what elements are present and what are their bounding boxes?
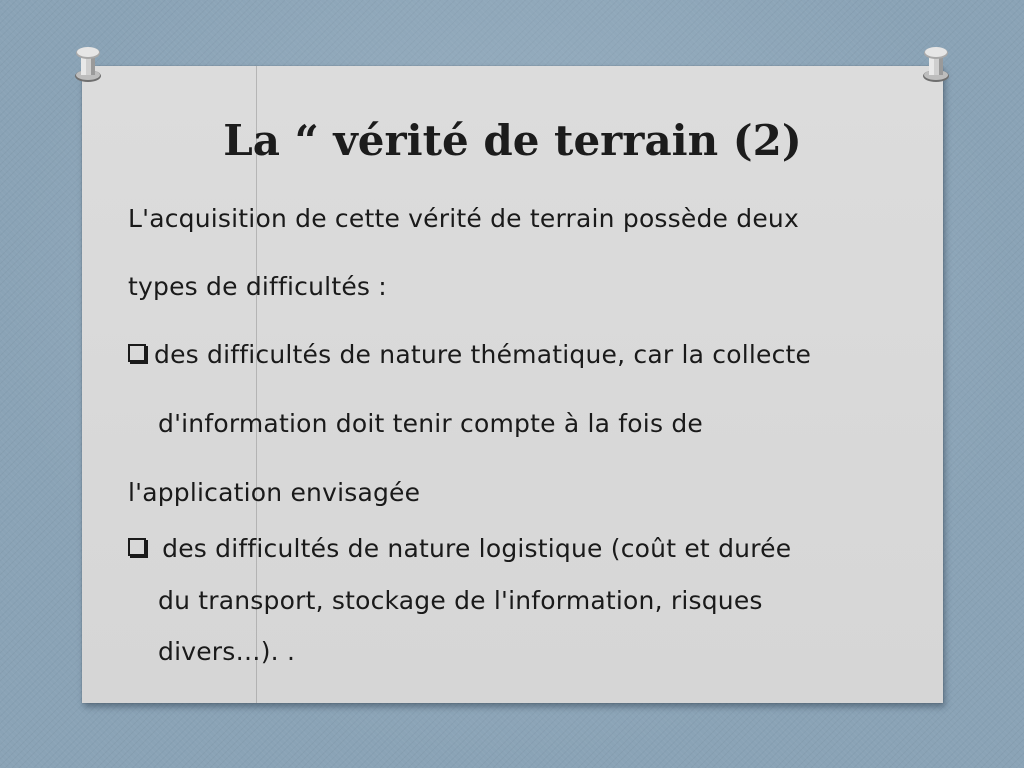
bullet-1-line-1 xyxy=(128,340,811,369)
bullet-1-continuation: l'application envisagée xyxy=(128,478,421,507)
bullet-2-line-1 xyxy=(128,534,791,563)
checkbox-bullet-icon xyxy=(128,538,146,556)
slide-title: La “ vérité de terrain (2) xyxy=(223,116,802,165)
paragraph-line-1: L'acquisition de cette vérité de terrain possède deux xyxy=(128,204,799,233)
pushpin-left-icon xyxy=(70,42,106,86)
bullet-1-line-2: d'information doit tenir compte à la fois de xyxy=(158,409,703,438)
bullet-1-text-1: des difficultés de nature thématique, car la collecte xyxy=(154,340,812,369)
bullet-2-text-1: des difficultés de nature logistique (coût et durée xyxy=(154,534,792,563)
checkbox-bullet-icon xyxy=(128,344,146,362)
bullet-2-line-3: divers…). . xyxy=(158,637,296,666)
pushpin-right-icon xyxy=(918,42,954,86)
paragraph-line-2: types de difficultés : xyxy=(128,272,387,301)
bullet-2-line-2: du transport, stockage de l'information, risques xyxy=(158,586,763,615)
